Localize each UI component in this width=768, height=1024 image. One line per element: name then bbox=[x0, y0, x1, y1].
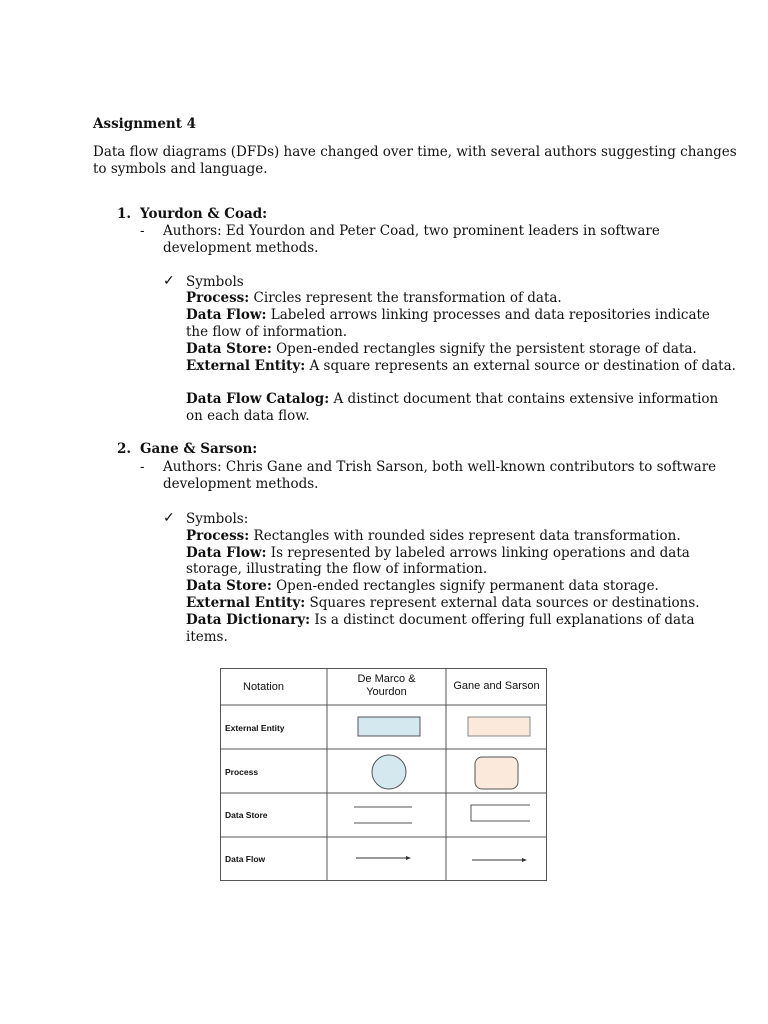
bullet-dash: - bbox=[140, 459, 145, 475]
section-number: 2. bbox=[117, 441, 132, 457]
term-text: Circles represent the transformation of data. bbox=[249, 290, 562, 306]
term-text: Open-ended rectangles signify permanent data storage. bbox=[271, 578, 659, 594]
flow-line bbox=[186, 545, 690, 562]
section-number: 1. bbox=[117, 206, 132, 222]
table-row-label: Data Store bbox=[225, 810, 268, 820]
authors-text: development methods. bbox=[163, 476, 319, 492]
term-label: External Entity: bbox=[186, 595, 306, 611]
term-text: Is a distinct document offering full explanations of data bbox=[310, 612, 695, 628]
term-label: Data Flow Catalog: bbox=[186, 391, 330, 407]
symbols-label: Symbols: bbox=[186, 511, 249, 527]
term-text: storage, illustrating the flow of information. bbox=[186, 561, 488, 577]
term-label: Data Flow: bbox=[186, 545, 267, 561]
process-line bbox=[186, 528, 681, 545]
notation-table bbox=[220, 668, 547, 881]
table-row-label: Process bbox=[225, 767, 259, 777]
term-text: A distinct document that contains extensive information bbox=[329, 391, 719, 407]
checkmark-icon: ✓ bbox=[163, 273, 175, 289]
table-header-text: Yourdon bbox=[366, 686, 407, 698]
table-header-demarco bbox=[327, 673, 446, 699]
notation-table-grid bbox=[220, 668, 547, 881]
arrowhead-icon bbox=[522, 858, 527, 862]
table-header-notation: Notation bbox=[243, 681, 284, 693]
table-row-label: External Entity bbox=[225, 723, 285, 733]
term-text: Open-ended rectangles signify the persistent storage of data. bbox=[271, 341, 697, 357]
arrowhead-icon bbox=[406, 856, 411, 860]
store-line bbox=[186, 341, 697, 358]
data-store-open-rect-icon bbox=[471, 805, 530, 821]
term-text: items. bbox=[186, 629, 228, 645]
term-text: Is represented by labeled arrows linking operations and data bbox=[266, 545, 690, 561]
term-text: on each data flow. bbox=[186, 408, 310, 424]
process-line bbox=[186, 290, 562, 307]
term-label: Data Store: bbox=[186, 341, 272, 357]
term-label: Data Store: bbox=[186, 578, 272, 594]
catalog-line bbox=[186, 391, 718, 408]
symbols-label: Symbols bbox=[186, 274, 244, 290]
intro-line: to symbols and language. bbox=[93, 161, 268, 177]
store-line bbox=[186, 578, 659, 595]
dictionary-line bbox=[186, 612, 695, 629]
authors-text: Authors: Ed Yourdon and Peter Coad, two prominent leaders in software bbox=[163, 223, 660, 239]
term-label: Process: bbox=[186, 528, 250, 544]
term-text: A square represents an external source or destination of data. bbox=[305, 358, 736, 374]
table-row-label: Data Flow bbox=[225, 854, 266, 864]
term-label: Process: bbox=[186, 290, 250, 306]
entity-line bbox=[186, 595, 700, 612]
checkmark-icon: ✓ bbox=[163, 510, 175, 526]
section-heading: Yourdon & Coad: bbox=[140, 206, 268, 222]
authors-text: Authors: Chris Gane and Trish Sarson, both well-known contributors to software bbox=[163, 459, 717, 475]
entity-line bbox=[186, 358, 736, 375]
table-header-gane: Gane and Sarson bbox=[453, 680, 540, 692]
term-text: Labeled arrows linking processes and data repositories indicate bbox=[266, 307, 710, 323]
process-circle-icon bbox=[372, 755, 406, 789]
term-text: the flow of information. bbox=[186, 324, 348, 340]
authors-text: development methods. bbox=[163, 240, 319, 256]
table-header-text: De Marco & bbox=[357, 673, 416, 685]
intro-line: Data flow diagrams (DFDs) have changed over time, with several authors suggesting changes bbox=[93, 144, 737, 160]
term-text: Squares represent external data sources or destinations. bbox=[305, 595, 700, 611]
section-heading: Gane & Sarson: bbox=[140, 441, 258, 457]
term-text: Rectangles with rounded sides represent data transformation. bbox=[249, 528, 681, 544]
external-entity-square-icon bbox=[468, 717, 530, 736]
external-entity-square-icon bbox=[358, 717, 420, 736]
process-rounded-rect-icon bbox=[475, 757, 518, 789]
page-title: Assignment 4 bbox=[93, 116, 197, 132]
term-label: Data Flow: bbox=[186, 307, 267, 323]
term-label: Data Dictionary: bbox=[186, 612, 311, 628]
term-label: External Entity: bbox=[186, 358, 306, 374]
bullet-dash: - bbox=[140, 223, 145, 239]
flow-line bbox=[186, 307, 710, 324]
